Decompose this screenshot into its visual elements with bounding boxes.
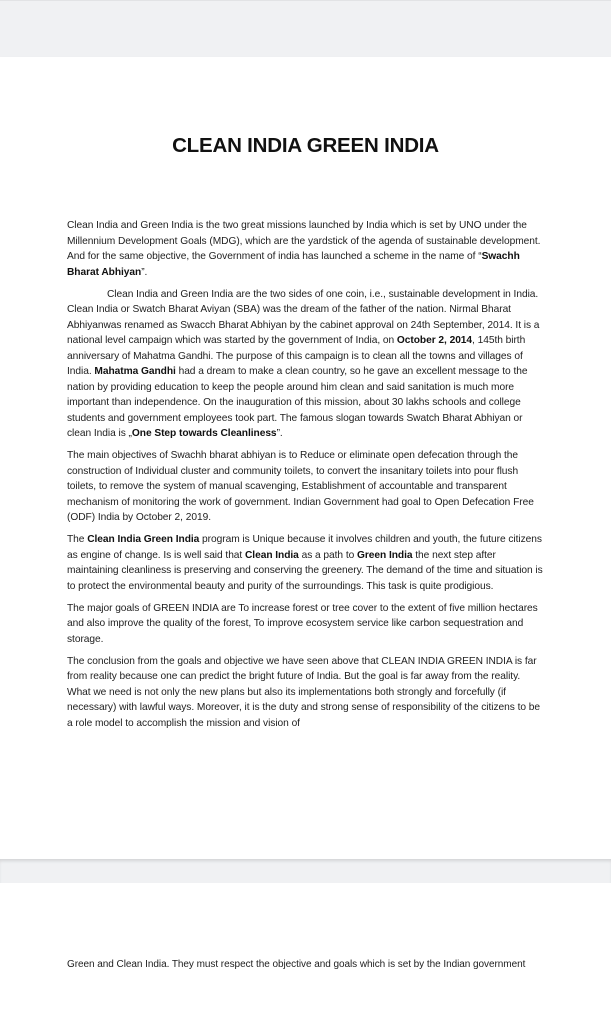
bold-text-run: Swachh Bharat Abhiyan (67, 251, 520, 278)
bold-text-run: Clean India (245, 549, 299, 561)
text-run: The conclusion from the goals and objective we have seen above that CLEAN INDIA GREEN INDIA is far from reality because one can predict the bright future of India. But the goal is far away from the reality. What we need is not only the new plans but also its implementations both strongly and forcefully (if necessary) with lawful ways. Moreover, it is the duty and strong sense of responsibility of the citizens to be a role model to accomplish the mission and vision of (67, 655, 540, 729)
document-page-2 (0, 883, 611, 1024)
page-2-body (67, 957, 543, 980)
paragraph-conclusion (67, 654, 543, 732)
text-run: program is Unique because it involves children and youth, the future citizens as engine of change. Is is well said that (67, 534, 542, 561)
paragraph-program-unique (67, 532, 543, 594)
bold-text-run: Green India (357, 549, 413, 561)
text-run: the next step after maintaining cleanliness is preserving and conserving the greenery. The demand of the time and situation is to protect the environmental beauty and purity of the surroundings. This task is quite prodigious. (67, 549, 543, 592)
text-run: The main objectives of Swachh bharat abhiyan is to Reduce or eliminate open defecation through the construction of Individual cluster and community toilets, to convert the insanitary toilets into pour flush toilets, to remove the system of manual scavenging, Establishment of accountable and transparent mechanism of monitoring the work of government. Indian Government had goal to Open Defecation Free (ODF) India by October 2, 2019. (67, 450, 534, 523)
bold-text-run: Mahatma Gandhi (94, 366, 176, 377)
paragraph-intro (67, 218, 543, 280)
text-run: The (67, 534, 88, 545)
bold-text-run: Clean India Green India (87, 534, 200, 545)
paragraph-conclusion-continued (67, 957, 543, 973)
text-run: ”. (276, 428, 283, 439)
text-run: had a dream to make a clean country, so he gave an excellent message to the nation by providing education to keep the people around him clean and said sanitation is much more important than independence. On the inauguration of this mission, about 30 lakhs schools and college students and government employees took part. The famous slogan towards Swatch Bharat Abhiyan or clean India is „ (67, 366, 528, 439)
text-run: Clean India and Green India is the two great missions launched by India which is set by UNO under the Millennium Development Goals (MDG), which are the yardstick of the agenda of sustainable development. And for the same objective, the Government of india has launched a scheme in the name of “ (67, 220, 541, 262)
text-run: The major goals of GREEN INDIA are To increase forest or tree cover to the extent of five million hectares and also improve the quality of the forest, To improve ecosystem service like carbon sequestration and storage. (67, 602, 538, 645)
text-run: as a path to (298, 549, 357, 561)
text-run: ”. (141, 266, 148, 278)
bold-text-run: October 2, 2014 (396, 335, 473, 346)
bold-text-run: One Step towards Cleanliness (131, 428, 277, 439)
text-run: Clean India and Green India are the two sides of one coin, i.e., sustainable development in India. Clean India or Swatch Bharat Aviyan (SBA) was the dream of the father of the nation. Nirmal Bharat Abhiyanwas renamed as Swacch Bharat Abhiyan by the cabinet approval on 24th September, 2014. It is a national level campaign which was started by the government of India, on (67, 288, 540, 346)
page-separator (0, 859, 611, 883)
document-title: CLEAN INDIA GREEN INDIA (172, 134, 439, 157)
document-page-1 (0, 57, 611, 859)
text-run: Green and Clean India. They must respect the objective and goals which is set by the Indian government (67, 959, 526, 970)
paragraph-main-objectives (67, 448, 543, 526)
text-run: , 145th birth anniversary of Mahatma Gandhi. The purpose of this campaign is to clean all the towns and villages of India. (67, 335, 526, 377)
paragraph-two-sides-of-coin (67, 287, 543, 442)
paragraph-green-india-goals (67, 601, 543, 648)
page-1-body (67, 218, 543, 738)
viewer-top-margin (0, 0, 611, 57)
